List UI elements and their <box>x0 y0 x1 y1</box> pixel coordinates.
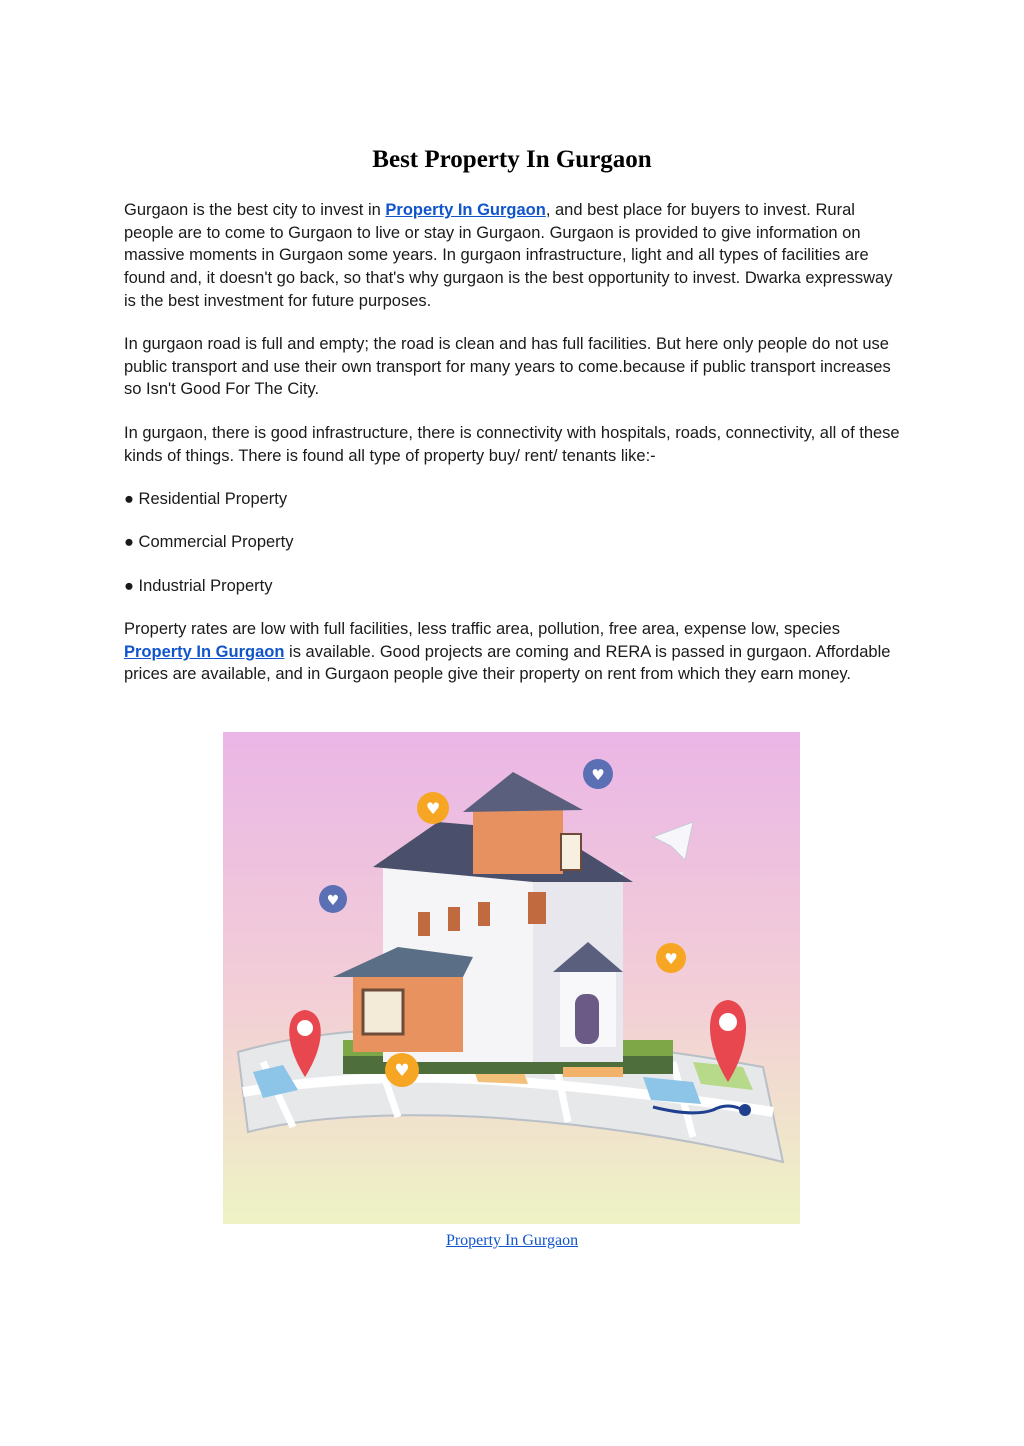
infrastructure-paragraph: In gurgaon, there is good infrastructure, there is connectivity with hospitals, roads, connectivity, all of these kinds of things. There is found all type of property buy/ rent/ tenants like:- <box>124 424 900 465</box>
property-link-1[interactable]: Property In Gurgaon <box>385 201 546 219</box>
intro-paragraph <box>124 199 908 313</box>
page-title: Best Property In Gurgaon <box>372 146 652 173</box>
svg-text:♥: ♥ <box>326 893 340 909</box>
svg-text:♥: ♥ <box>394 1061 410 1081</box>
image-caption <box>0 1230 1024 1252</box>
svg-text:♥: ♥ <box>425 799 441 818</box>
bullet-residential: ● Residential Property <box>124 490 288 508</box>
intro-text-after: , and best place for buyers to invest. Rural people are to come to Gurgaon to live or stay in Gurgaon. Gurgaon is provided to give information on massive moments in Gurgaon some years. In gurgaon infrastructure, light and all types of facilities are found and, it doesn't go back, so that's why gurgaon is the best opportunity to invest. Dwarka expressway is the best investment for future purposes. <box>124 201 893 310</box>
property-link-2[interactable]: Property In Gurgaon <box>124 642 285 661</box>
intro-text-before: Gurgaon is the best city to invest in <box>124 201 386 219</box>
svg-text:♥: ♥ <box>591 766 605 784</box>
caption-link[interactable]: Property In Gurgaon <box>445 1232 579 1249</box>
rates-text-before: Property rates are low with full facilities, less traffic area, pollution, free area, expense low, species <box>124 620 840 638</box>
rates-text-after: is available. Good projects are coming and RERA is passed in gurgaon. Affordable prices are available, and in Gurgaon people give their property on rent from which they earn money. <box>124 642 891 684</box>
svg-text:♥: ♥ <box>664 950 678 968</box>
rates-paragraph <box>124 618 908 686</box>
roads-paragraph: In gurgaon road is full and empty; the road is clean and has full facilities. But here only people do not use public transport and use their own transport for many years to come.because if public transport increases so Isn't Good For The City. <box>124 335 891 399</box>
property-illustration <box>223 732 800 1224</box>
bullet-commercial: ● Commercial Property <box>124 533 294 551</box>
bullet-industrial: ● Industrial Property <box>124 577 273 595</box>
